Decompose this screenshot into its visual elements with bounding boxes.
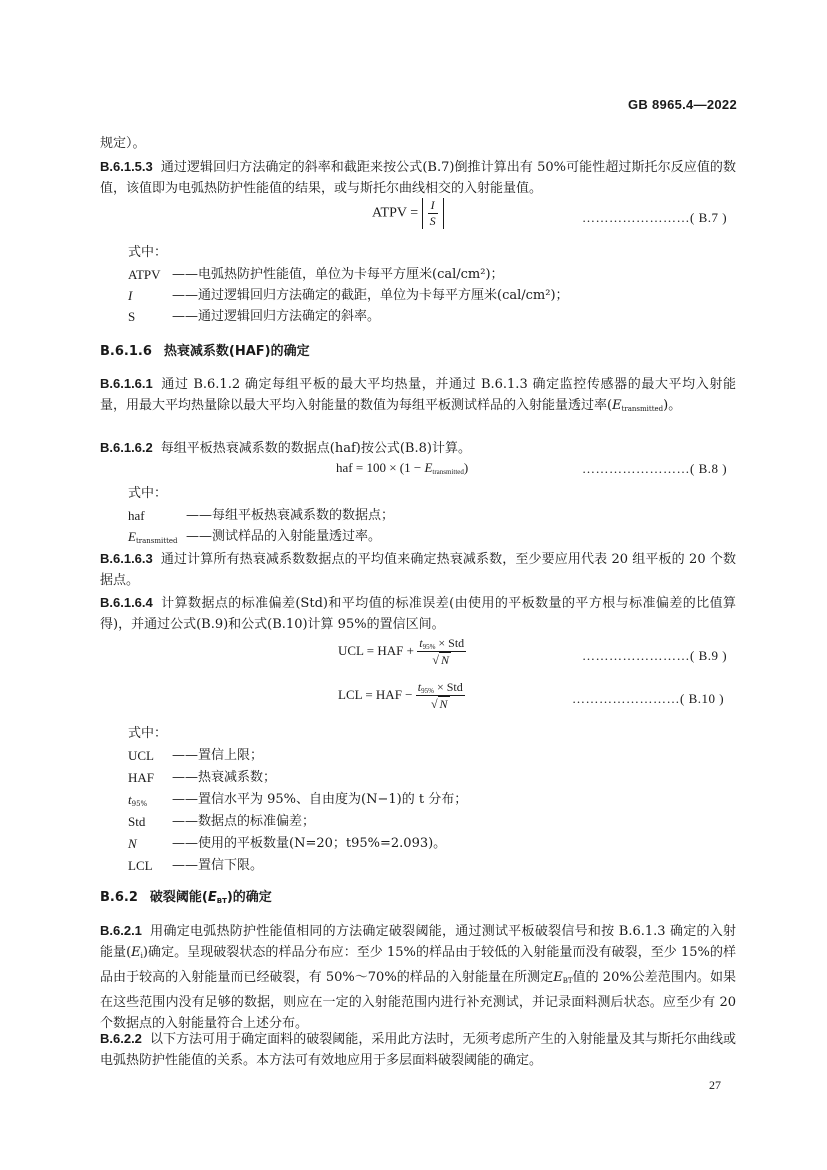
clause-text: 每组平板热衰减系数的数据点(haf)按公式(B.8)计算。 (160, 441, 471, 456)
symbol-e: E (424, 460, 433, 475)
symbol-subscript: i (140, 952, 143, 960)
variable-definition: ——电弧热防护性能值，单位为卡每平方厘米(cal/cm²)； (172, 267, 504, 282)
variable-row (128, 768, 277, 789)
paragraph-continued: 规定）。 (100, 136, 146, 151)
symbol-subscript: 95% (422, 643, 436, 651)
variable-definition: ——每组平板热衰减系数的数据点； (186, 508, 395, 523)
where-label: 式中： (128, 726, 168, 741)
variable-definition: ——热衰减系数； (172, 770, 277, 785)
section-title-end: )的确定 (226, 890, 272, 905)
clause-text-end: 值的 20%公差范围内。如果在这些范围内没有足够的数据，则应在一定的入射能范围内进行补充测试，并记录面料测后状态。应至少有 20 个数据点的入射能量符合上述分布。 (100, 970, 737, 1031)
formula-lhs: haf (336, 460, 353, 475)
formula-eq: = (365, 686, 373, 702)
clause-text: 通过逻辑回归方法确定的斜率和截距来按公式(B.7)倒推计算出有 50%可能性超过斯托尔反应值的数值，该值即为电弧热防护性能值的结果，或与斯托尔曲线相交的入射能量值。 (100, 160, 736, 196)
variable-symbol: t (128, 792, 132, 807)
page-number: 27 (709, 1078, 721, 1092)
formula-b9-number: ……………………( B.9 ) (582, 648, 728, 663)
variable-symbol: ATPV (128, 267, 161, 282)
formula-lhs: ATPV (372, 205, 407, 221)
variable-row (128, 812, 316, 833)
variable-row (128, 790, 468, 814)
clause-b6161 (100, 373, 736, 420)
symbol-subscript: transmitted (621, 405, 664, 413)
clause-text: 通过 B.6.1.2 确定每组平板的最大平均热量，并通过 B.6.1.3 确定监控传感器的最大平均入射能量，用最大平均热量除以最大平均入射能量的数值为每组平板测试样品的入射能量透过率( (100, 377, 736, 413)
clause-number: B.6.1.6.2 (100, 440, 153, 455)
variable-row (128, 286, 569, 307)
symbol-t: t (417, 680, 422, 694)
variable-definition: ——置信水平为 95%、自由度为(N−1)的 t 分布； (172, 792, 468, 807)
variable-symbol: S (128, 309, 136, 324)
variable-definition: ——置信下限。 (172, 858, 264, 873)
absolute-value (422, 198, 444, 229)
fraction-denominator: √ N (416, 695, 465, 712)
clause-number: B.6.1.6.1 (100, 376, 153, 391)
variable-subscript: transmitted (135, 537, 178, 545)
clause-b6164 (100, 592, 736, 635)
variable-symbol: HAF (128, 770, 155, 785)
clause-number: B.6.1.6.4 (100, 595, 153, 610)
variable-row (128, 746, 264, 767)
variable-symbol: LCL (128, 858, 153, 873)
variable-row (128, 265, 504, 286)
section-number: B.6.2 (100, 890, 138, 905)
formula-expr: 100 × (1 − (366, 460, 425, 475)
variable-symbol: I (128, 288, 133, 303)
clause-text: 以下方法可用于确定面料的破裂阈能，采用此方法时，无须考虑所产生的入射能量及其与斯托尔曲线或电弧热防护性能值的关系。本方法可有效地应用于多层面料破裂阈能的确定。 (100, 1032, 736, 1068)
formula-lhs: LCL (338, 686, 363, 702)
fraction (428, 198, 438, 229)
clause-number: B.6.2.1 (100, 923, 142, 938)
symbol-subscript: transmitted (432, 468, 464, 476)
clause-b6163 (100, 548, 736, 591)
formula-lhs: UCL (338, 642, 364, 658)
symbol-e: E (207, 890, 217, 905)
numerator-rest: × Std (433, 680, 463, 694)
sqrt-radicand: N (440, 653, 449, 667)
variable-row (128, 834, 447, 855)
symbol-subscript: BT (216, 897, 227, 905)
clause-number: B.6.1.5.3 (100, 159, 153, 174)
section-title: 破裂阈能( (149, 890, 208, 905)
where-label: 式中： (128, 486, 168, 501)
formula-eq: = (355, 460, 364, 475)
variable-symbol: N (128, 836, 137, 851)
variable-symbol: E (128, 529, 136, 544)
clause-text-mid: )确定。呈现破裂状态的样品分布应：至少 15%的样品由于较低的入射能量而没有破裂，至少 15%的样品由于较高的入射能量而已经破裂，有 50%～70%的样品的入射能量在所测定 (100, 945, 736, 985)
formula-b7 (372, 198, 444, 229)
section-heading-b62 (100, 888, 272, 911)
symbol-ei: E (131, 945, 141, 960)
clause-number: B.6.2.2 (100, 1031, 142, 1046)
symbol-ebt: E (553, 970, 563, 985)
variable-definition: ——数据点的标准偏差； (172, 814, 316, 829)
symbol-e: E (612, 398, 622, 413)
clause-text: 用确定电弧热防护性能值相同的方法确定破裂阈能，通过测试平板破裂信号和按 B.6.1.3 确定的入射能量( (100, 924, 736, 960)
fraction (416, 680, 465, 712)
clause-b6153 (100, 156, 736, 199)
clause-b622 (100, 1028, 736, 1071)
variable-row (128, 856, 264, 877)
formula-base: HAF − (375, 686, 413, 702)
variable-symbol: UCL (128, 748, 154, 763)
clause-number: B.6.1.6.3 (100, 551, 153, 566)
section-title: 热衰减系数(HAF)的确定 (163, 344, 310, 359)
clause-text: 计算数据点的标准偏差(Std)和平均值的标准误差(由使用的平板数量的平方根与标准偏差的比值算得)，并通过公式(B.9)和公式(B.10)计算 95%的置信区间。 (100, 596, 736, 632)
clause-text-end: )。 (663, 398, 682, 413)
section-number: B.6.1.6 (100, 344, 152, 359)
variable-definition: ——通过逻辑回归方法确定的截距，单位为卡每平方厘米(cal/cm²)； (172, 288, 569, 303)
formula-eq: = (410, 205, 419, 221)
variable-definition: ——测试样品的入射能量透过率。 (186, 529, 382, 544)
symbol-subscript: BT (562, 977, 573, 985)
formula-b10 (338, 680, 465, 712)
fraction-denominator: √ N (417, 651, 466, 668)
variable-row (128, 307, 381, 328)
section-heading-b616 (100, 342, 310, 362)
variable-symbol: haf (128, 508, 145, 523)
formula-b10-number: ……………………( B.10 ) (572, 691, 725, 706)
formula-b8-number: ……………………( B.8 ) (582, 461, 728, 476)
formula-b8 (336, 460, 468, 476)
variable-definition: ——使用的平板数量(N=20；t95%=2.093)。 (172, 836, 447, 851)
formula-b9 (338, 636, 466, 668)
variable-subscript: 95% (131, 800, 148, 808)
standard-code-header: GB 8965.4—2022 (628, 97, 737, 112)
variable-row (128, 506, 395, 527)
formula-eq: = (366, 642, 375, 658)
symbol-subscript: 95% (421, 687, 434, 695)
fraction-denominator: S (429, 214, 436, 228)
variable-symbol: Std (128, 814, 146, 829)
clause-b621 (100, 920, 736, 1034)
clause-text: 通过计算所有热衰减系数数据点的平均值来确定热衰减系数，至少要应用代表 20 组平板的 20 个数据点。 (100, 552, 736, 588)
numerator-rest: × Std (435, 636, 465, 650)
where-label: 式中： (128, 245, 168, 260)
variable-definition: ——置信上限； (172, 748, 264, 763)
fraction-numerator (417, 636, 466, 651)
fraction-numerator (416, 680, 465, 695)
clause-b6162 (100, 437, 736, 459)
formula-base: HAF + (377, 642, 414, 658)
fraction (417, 636, 466, 668)
fraction-numerator: I (430, 198, 435, 212)
formula-b7-number: ……………………( B.7 ) (582, 210, 728, 225)
variable-definition: ——通过逻辑回归方法确定的斜率。 (172, 309, 381, 324)
symbol-t: t (419, 636, 423, 650)
sqrt-radicand: N (439, 697, 448, 711)
formula-expr-end: ) (463, 460, 469, 475)
